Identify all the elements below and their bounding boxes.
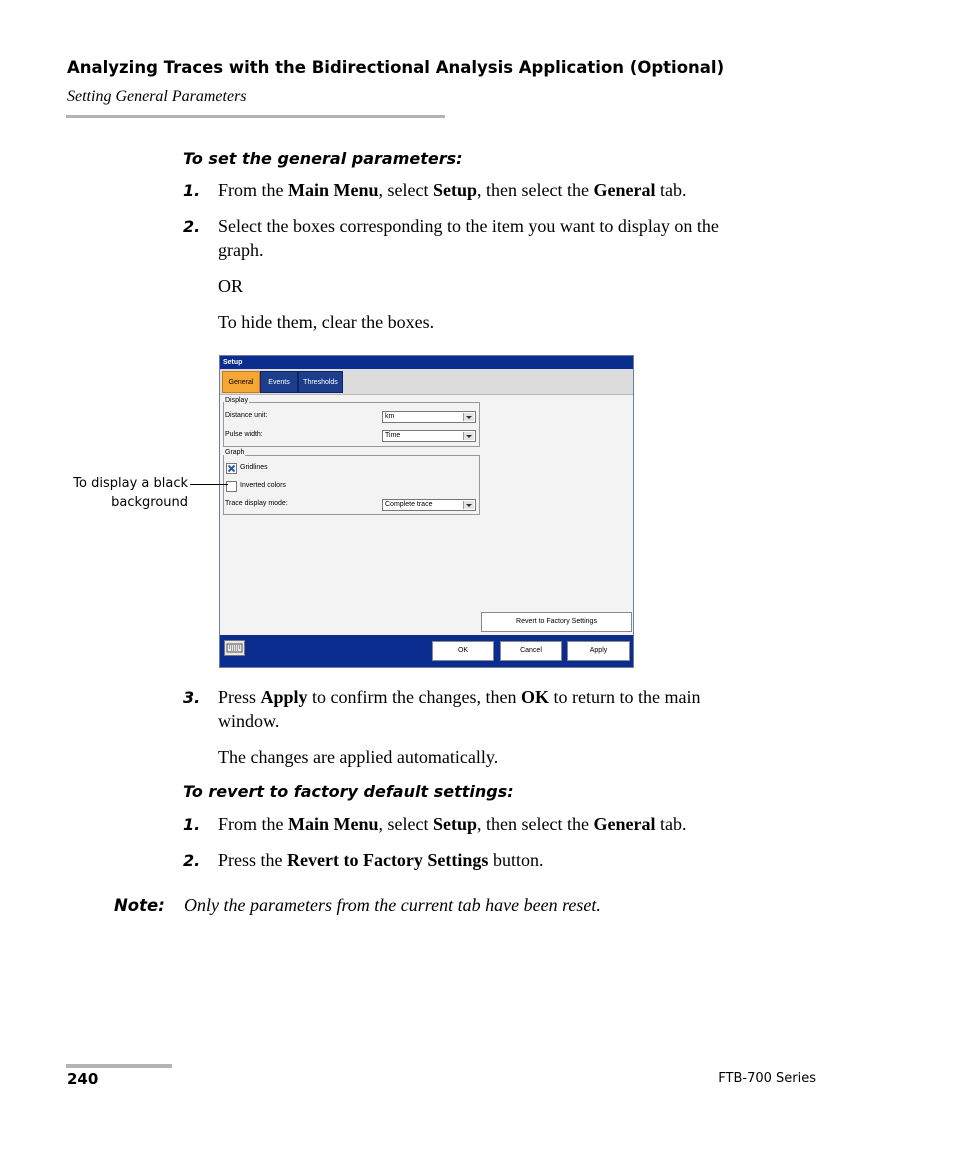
chevron-down-icon xyxy=(463,501,474,509)
header-rule xyxy=(66,115,445,118)
running-header-subtitle: Setting General Parameters xyxy=(67,88,247,105)
note-label: Note: xyxy=(114,896,165,915)
callout-line2: background xyxy=(111,495,188,510)
chevron-down-icon xyxy=(463,432,474,440)
procedure-heading-revert: To revert to factory default settings: xyxy=(183,782,514,801)
callout-inverted-colors xyxy=(60,474,188,512)
step-text-continued: window. xyxy=(218,711,280,731)
revert-to-factory-settings-button[interactable]: Revert to Factory Settings xyxy=(481,612,632,632)
pulse-width-select[interactable]: Time xyxy=(382,430,476,442)
product-series: FTB-700 Series xyxy=(718,1071,816,1086)
tab-thresholds[interactable]: Thresholds xyxy=(298,371,343,393)
display-group-label: Display xyxy=(225,397,248,404)
ok-button[interactable]: OK xyxy=(432,641,494,661)
gridlines-label: Gridlines xyxy=(240,464,268,471)
step-number: 3. xyxy=(183,688,201,707)
step-text: Press Apply to confirm the changes, then OK to return to the main xyxy=(218,687,701,707)
distance-unit-select[interactable]: km xyxy=(382,411,476,423)
dialog-title-bar: Setup xyxy=(220,356,633,369)
inverted-colors-checkbox[interactable] xyxy=(226,481,237,492)
cancel-button[interactable]: Cancel xyxy=(500,641,562,661)
graph-group-label: Graph xyxy=(225,449,245,456)
tab-bar xyxy=(220,369,633,395)
dialog-footer-bar xyxy=(220,635,633,667)
step-number: 2. xyxy=(183,217,201,236)
setup-dialog-screenshot xyxy=(219,355,634,668)
keyboard-glyph-icon xyxy=(225,641,244,655)
callout-line1: To display a black xyxy=(73,476,188,491)
callout-leader-line xyxy=(190,484,228,485)
or-text: OR xyxy=(218,276,244,296)
step-number: 1. xyxy=(183,815,201,834)
apply-button[interactable]: Apply xyxy=(567,641,630,661)
page-number: 240 xyxy=(67,1070,99,1088)
step-text: From the Main Menu, select Setup, then select the General tab. xyxy=(218,180,687,200)
chevron-down-icon xyxy=(463,413,474,421)
note-text: Only the parameters from the current tab have been reset. xyxy=(184,895,601,915)
keyboard-icon[interactable] xyxy=(224,640,245,656)
step-number: 1. xyxy=(183,181,201,200)
checked-x-icon xyxy=(227,464,236,473)
alt-instruction: To hide them, clear the boxes. xyxy=(218,312,435,332)
step-text: Select the boxes corresponding to the item you want to display on the xyxy=(218,216,719,236)
footer-rule xyxy=(66,1064,172,1068)
distance-unit-label: Distance unit: xyxy=(225,412,268,419)
running-header-title: Analyzing Traces with the Bidirectional Analysis Application (Optional) xyxy=(67,58,725,77)
trace-display-mode-select[interactable]: Complete trace xyxy=(382,499,476,511)
step-text: Press the Revert to Factory Settings button. xyxy=(218,850,544,870)
result-text: The changes are applied automatically. xyxy=(218,747,499,767)
tab-events[interactable]: Events xyxy=(260,371,298,393)
step-number: 2. xyxy=(183,851,201,870)
pulse-width-label: Pulse width: xyxy=(225,431,263,438)
procedure-heading-set-general: To set the general parameters: xyxy=(183,149,463,168)
inverted-colors-label: Inverted colors xyxy=(240,482,286,489)
tab-general[interactable]: General xyxy=(222,371,260,393)
step-text-continued: graph. xyxy=(218,240,264,260)
step-text: From the Main Menu, select Setup, then select the General tab. xyxy=(218,814,687,834)
trace-display-mode-label: Trace display mode: xyxy=(225,500,288,507)
gridlines-checkbox[interactable] xyxy=(226,463,237,474)
